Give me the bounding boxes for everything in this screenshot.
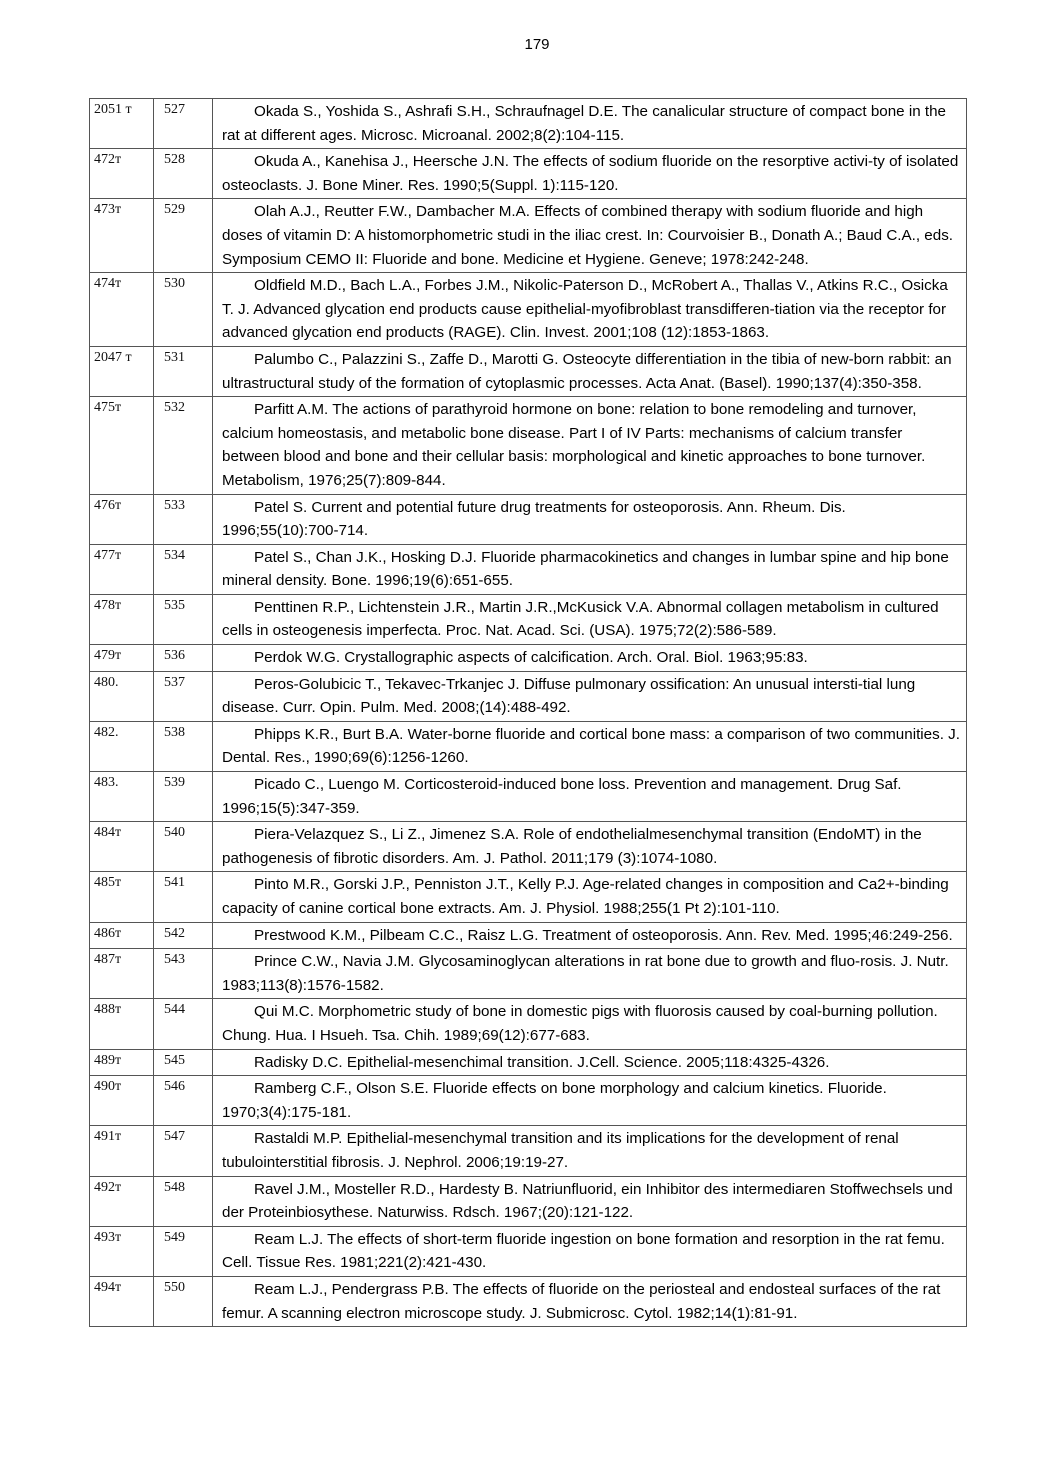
reference-citation: Qui M.C. Morphometric study of bone in domestic pigs with fluorosis caused by coal-burning pollution. Chung. Hua. I Hsueh. Tsa. Chih. 1989;69(12):677-683. bbox=[213, 999, 967, 1049]
reference-number: 544 bbox=[154, 999, 213, 1049]
reference-id: 2047 т bbox=[94, 349, 132, 365]
reference-id-cell bbox=[90, 999, 154, 1049]
reference-table-body bbox=[90, 99, 967, 1327]
reference-id-cell bbox=[90, 1226, 154, 1276]
reference-citation: Picado C., Luengo M. Corticosteroid-induced bone loss. Prevention and management. Drug Saf. 1996;15(5):347-359. bbox=[213, 772, 967, 822]
reference-id: 473т bbox=[94, 202, 122, 218]
page-number: 179 bbox=[524, 36, 550, 53]
reference-id: 478т bbox=[94, 597, 122, 613]
reference-citation: Phipps K.R., Burt B.A. Water-borne fluoride and cortical bone mass: a comparison of two communities. J. Dental. Res., 1990;69(6):1256-1260. bbox=[213, 721, 967, 771]
reference-citation: Patel S. Current and potential future drug treatments for osteoporosis. Ann. Rheum. Dis. 1996;55(10):700-714. bbox=[213, 494, 967, 544]
reference-id: 474т bbox=[94, 276, 122, 292]
reference-id-cell bbox=[90, 397, 154, 494]
reference-id-cell bbox=[90, 922, 154, 949]
reference-citation: Piera-Velazquez S., Li Z., Jimenez S.A. Role of endothelialmesenchymal transition (EndoMT) in the pathogenesis of fibrotic disorders. Am. J. Pathol. 2011;179 (3):1074-1080. bbox=[213, 822, 967, 872]
reference-id: 483. bbox=[94, 775, 119, 791]
reference-citation: Okuda A., Kanehisa J., Heersche J.N. The effects of sodium fluoride on the resorptive activi-ty of isolated osteoclasts. J. Bone Miner. Res. 1990;5(Suppl. 1):115-120. bbox=[213, 149, 967, 199]
reference-number: 545 bbox=[154, 1049, 213, 1076]
reference-id-cell bbox=[90, 199, 154, 273]
table-row bbox=[90, 149, 967, 199]
reference-id-cell bbox=[90, 1176, 154, 1226]
table-row bbox=[90, 645, 967, 672]
table-row bbox=[90, 1276, 967, 1326]
reference-id-cell bbox=[90, 1049, 154, 1076]
reference-id: 475т bbox=[94, 400, 122, 416]
reference-id: 472т bbox=[94, 152, 122, 168]
reference-number: 531 bbox=[154, 346, 213, 396]
reference-citation: Oldfield M.D., Bach L.A., Forbes J.M., Nikolic-Paterson D., McRobert A., Thallas V., Atkins R.C., Osicka T. J. Advanced glycation end products cause epithelial-myofibroblast transdifferen-tiation via the receptor for advanced glycation end products (RAGE). Clin. Invest. 2001;108 (12):1853-1863. bbox=[213, 273, 967, 347]
reference-number: 549 bbox=[154, 1226, 213, 1276]
reference-number: 530 bbox=[154, 273, 213, 347]
reference-number: 542 bbox=[154, 922, 213, 949]
reference-number: 543 bbox=[154, 949, 213, 999]
reference-id: 490т bbox=[94, 1079, 122, 1095]
reference-number: 537 bbox=[154, 671, 213, 721]
table-row bbox=[90, 922, 967, 949]
reference-table bbox=[89, 98, 967, 1327]
table-row bbox=[90, 772, 967, 822]
reference-number: 533 bbox=[154, 494, 213, 544]
reference-citation: Prestwood K.M., Pilbeam C.C., Raisz L.G. Treatment of osteoporosis. Ann. Rev. Med. 1995;46:249-256. bbox=[213, 922, 967, 949]
table-row bbox=[90, 99, 967, 149]
reference-citation: Penttinen R.P., Lichtenstein J.R., Martin J.R.,McKusick V.A. Abnormal collagen metabolism in cultured cells in osteogenesis imperfecta. Proc. Nat. Acad. Sci. (USA). 1975;72(2):586-589. bbox=[213, 594, 967, 644]
reference-id-cell bbox=[90, 544, 154, 594]
reference-id: 477т bbox=[94, 547, 122, 563]
reference-citation: Pinto M.R., Gorski J.P., Penniston J.T., Kelly P.J. Age-related changes in composition and Ca2+-binding capacity of canine cortical bone extracts. Am. J. Physiol. 1988;255(1 Pt 2):101-110. bbox=[213, 872, 967, 922]
reference-citation: Olah A.J., Reutter F.W., Dambacher M.A. Effects of combined therapy with sodium fluoride and high doses of vitamin D: A histomorphometric studi in the iliac crest. In: Courvoisier B., Donath A.; Baud C.A., eds. Symposium CEMO II: Fluoride and bone. Medicine et Hygiene. Geneve; 1978:242-248. bbox=[213, 199, 967, 273]
reference-number: 538 bbox=[154, 721, 213, 771]
reference-citation: Radisky D.C. Epithelial-mesenchimal transition. J.Cell. Science. 2005;118:4325-4326. bbox=[213, 1049, 967, 1076]
table-row bbox=[90, 544, 967, 594]
reference-citation: Rastaldi M.P. Epithelial-mesenchymal transition and its implications for the development of renal tubulointerstitial fibrosis. J. Nephrol. 2006;19:19-27. bbox=[213, 1126, 967, 1176]
reference-id: 491т bbox=[94, 1129, 122, 1145]
reference-number: 532 bbox=[154, 397, 213, 494]
reference-id: 489т bbox=[94, 1052, 122, 1068]
reference-number: 540 bbox=[154, 822, 213, 872]
reference-id-cell bbox=[90, 273, 154, 347]
reference-citation: Peros-Golubicic T., Tekavec-Trkanjec J. Diffuse pulmonary ossification: An unusual intersti-tial lung disease. Curr. Opin. Pulm. Med. 2008;(14):488-492. bbox=[213, 671, 967, 721]
table-row bbox=[90, 949, 967, 999]
reference-id-cell bbox=[90, 149, 154, 199]
reference-id: 492т bbox=[94, 1179, 122, 1195]
reference-citation: Okada S., Yoshida S., Ashrafi S.H., Schraufnagel D.E. The canalicular structure of compact bone in the rat at different ages. Microsc. Microanal. 2002;8(2):104-115. bbox=[213, 99, 967, 149]
table-row bbox=[90, 1076, 967, 1126]
reference-id-cell bbox=[90, 1076, 154, 1126]
reference-citation: Ramberg C.F., Olson S.E. Fluoride effects on bone morphology and calcium kinetics. Fluoride. 1970;3(4):175-181. bbox=[213, 1076, 967, 1126]
reference-number: 548 bbox=[154, 1176, 213, 1226]
reference-id-cell bbox=[90, 1126, 154, 1176]
reference-id: 488т bbox=[94, 1002, 122, 1018]
reference-citation: Patel S., Chan J.K., Hosking D.J. Fluoride pharmacokinetics and changes in lumbar spine and hip bone mineral density. Bone. 1996;19(6):651-655. bbox=[213, 544, 967, 594]
reference-id: 482. bbox=[94, 724, 119, 740]
reference-id: 494т bbox=[94, 1279, 122, 1295]
table-row bbox=[90, 1049, 967, 1076]
table-row bbox=[90, 822, 967, 872]
reference-citation: Ravel J.M., Mosteller R.D., Hardesty B. Natriunfluorid, ein Inhibitor des intermediaren Stoffwechsels und der Proteinbiosythese. Naturwiss. Rdsch. 1967;(20):121-122. bbox=[213, 1176, 967, 1226]
reference-id-cell bbox=[90, 721, 154, 771]
reference-id-cell bbox=[90, 494, 154, 544]
table-row bbox=[90, 397, 967, 494]
table-row bbox=[90, 199, 967, 273]
reference-id: 476т bbox=[94, 497, 122, 513]
reference-number: 529 bbox=[154, 199, 213, 273]
reference-id-cell bbox=[90, 872, 154, 922]
reference-number: 534 bbox=[154, 544, 213, 594]
reference-id: 484т bbox=[94, 825, 122, 841]
reference-citation: Ream L.J. The effects of short-term fluoride ingestion on bone formation and resorption in the rat femu. Cell. Tissue Res. 1981;221(2):421-430. bbox=[213, 1226, 967, 1276]
table-row bbox=[90, 594, 967, 644]
reference-id-cell bbox=[90, 949, 154, 999]
reference-id: 487т bbox=[94, 952, 122, 968]
reference-number: 541 bbox=[154, 872, 213, 922]
table-row bbox=[90, 671, 967, 721]
reference-number: 546 bbox=[154, 1076, 213, 1126]
reference-id-cell bbox=[90, 346, 154, 396]
table-row bbox=[90, 1226, 967, 1276]
table-row bbox=[90, 999, 967, 1049]
table-row bbox=[90, 494, 967, 544]
reference-id: 485т bbox=[94, 875, 122, 891]
reference-number: 527 bbox=[154, 99, 213, 149]
reference-citation: Parfitt A.M. The actions of parathyroid hormone on bone: relation to bone remodeling and turnover, calcium homeostasis, and metabolic bone disease. Part I of IV Parts: mechanisms of calcium transfer between blood and bone and their cellular basis: morphological and kinetic approaches to bone turnover. Metabolism, 1976;25(7):809-844. bbox=[213, 397, 967, 494]
reference-number: 547 bbox=[154, 1126, 213, 1176]
reference-id-cell bbox=[90, 671, 154, 721]
reference-id: 479т bbox=[94, 648, 122, 664]
reference-citation: Perdok W.G. Crystallographic aspects of calcification. Arch. Oral. Biol. 1963;95:83. bbox=[213, 645, 967, 672]
reference-number: 550 bbox=[154, 1276, 213, 1326]
reference-id: 493т bbox=[94, 1229, 122, 1245]
reference-id: 480. bbox=[94, 674, 119, 690]
reference-number: 539 bbox=[154, 772, 213, 822]
reference-id-cell bbox=[90, 772, 154, 822]
reference-id: 486т bbox=[94, 925, 122, 941]
reference-citation: Prince C.W., Navia J.M. Glycosaminoglycan alterations in rat bone due to growth and fluo-rosis. J. Nutr. 1983;113(8):1576-1582. bbox=[213, 949, 967, 999]
reference-number: 536 bbox=[154, 645, 213, 672]
reference-id: 2051 т bbox=[94, 102, 132, 117]
reference-number: 528 bbox=[154, 149, 213, 199]
table-row bbox=[90, 1126, 967, 1176]
reference-id-cell bbox=[90, 1276, 154, 1326]
reference-id-cell bbox=[90, 822, 154, 872]
table-row bbox=[90, 1176, 967, 1226]
table-row bbox=[90, 346, 967, 396]
table-row bbox=[90, 872, 967, 922]
reference-number: 535 bbox=[154, 594, 213, 644]
table-row bbox=[90, 273, 967, 347]
reference-citation: Palumbo C., Palazzini S., Zaffe D., Marotti G. Osteocyte differentiation in the tibia of new-born rabbit: an ultrastructural study of the formation of cytoplasmic processes. Acta Anat. (Basel). 1990;137(4):350-358. bbox=[213, 346, 967, 396]
reference-id-cell bbox=[90, 99, 154, 149]
reference-id-cell bbox=[90, 594, 154, 644]
reference-citation: Ream L.J., Pendergrass P.B. The effects of fluoride on the periosteal and endosteal surfaces of the rat femur. A scanning electron microscope study. J. Submicrosc. Cytol. 1982;14(1):81-91. bbox=[213, 1276, 967, 1326]
reference-id-cell bbox=[90, 645, 154, 672]
table-row bbox=[90, 721, 967, 771]
